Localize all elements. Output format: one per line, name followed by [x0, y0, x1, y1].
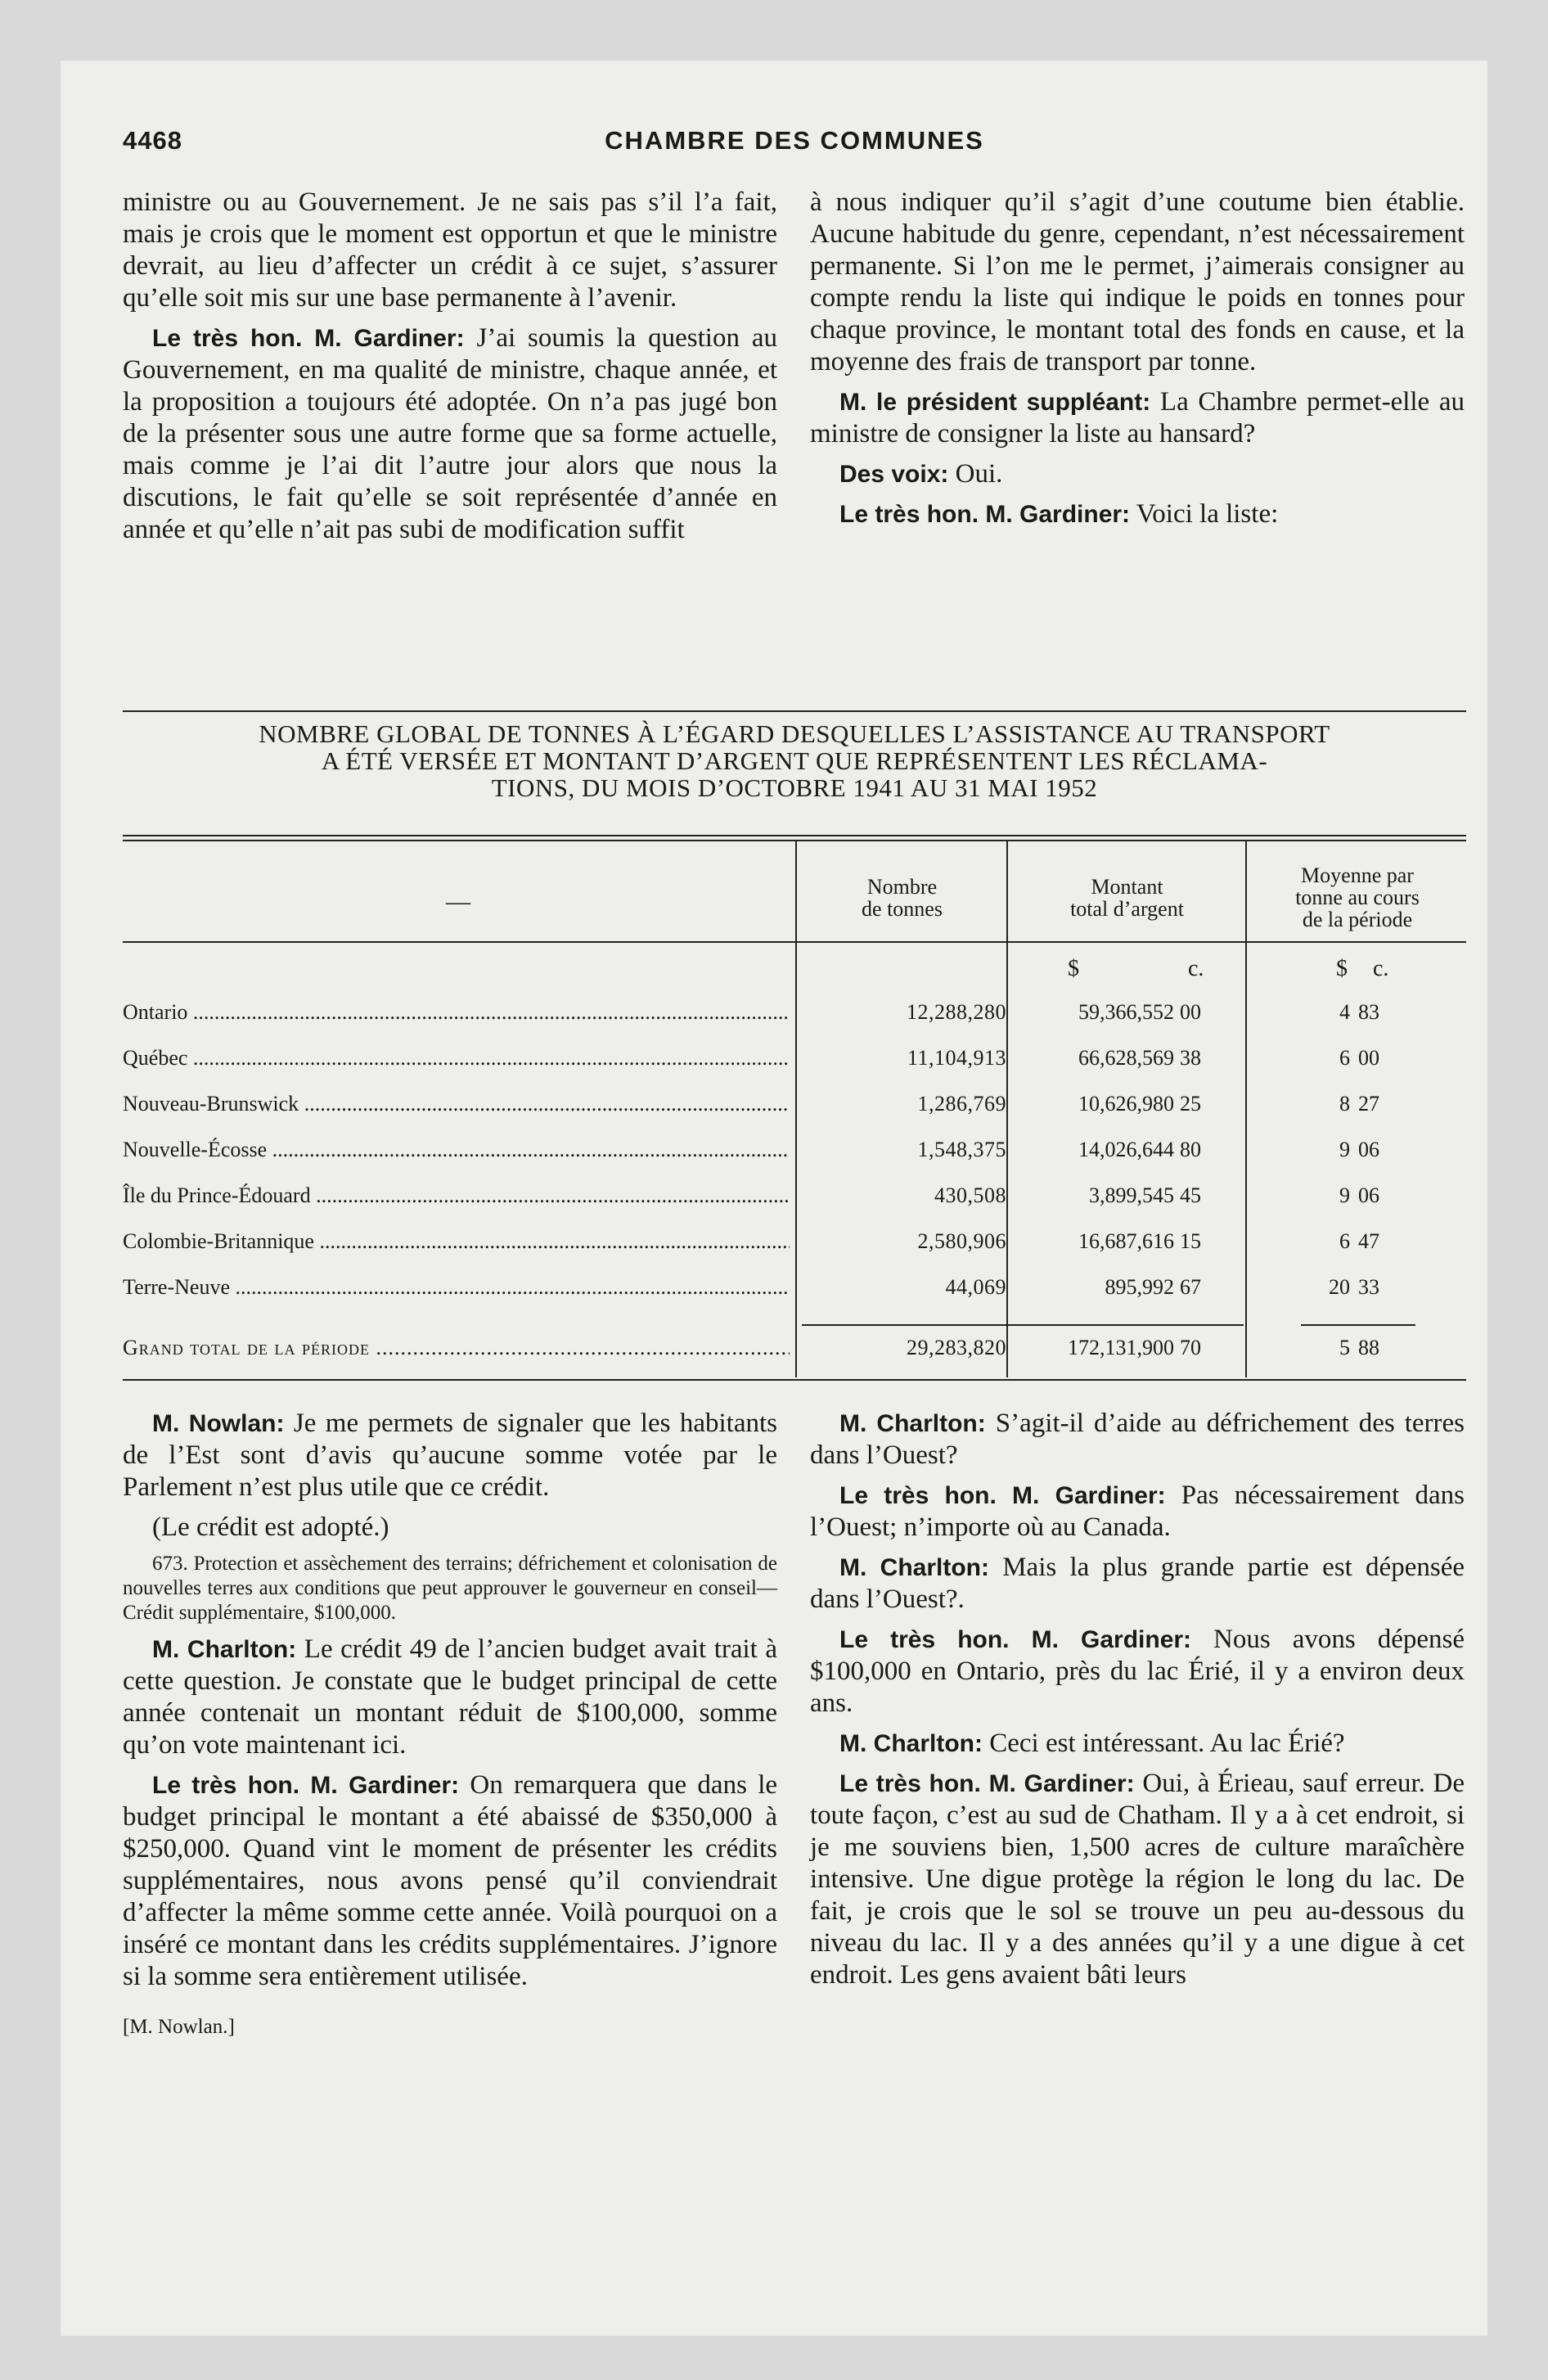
speech-text: Oui, à Érieau, sauf erreur. De toute façon, c’est au sud de Chatham. Il y a à cet endroit, si je me souviens bien, 1,500 acres de culture maraîchère intensive. Une digue protège la région le long du lac. De fait, je crois que le sol se trouve un peu au-dessous du niveau du lac. Il y a des années qu’il y a une digue à cet endroit. Les gens avaient bâti leurs — [810, 1769, 1465, 1990]
cell-avg-cents: 33 — [1358, 1275, 1379, 1299]
cell-avg-dollars: 20 — [1329, 1275, 1350, 1299]
province-label: Ontario ..... — [123, 1000, 790, 1025]
cell-avg-cents: 83 — [1358, 1000, 1379, 1024]
speech-text: S’agit-il d’aide au défrichement des terres dans l’Ouest? — [810, 1409, 1465, 1470]
data-table — [123, 835, 1466, 1383]
speaker-name: M. Charlton: — [152, 1636, 297, 1663]
col-header-tonnes — [802, 876, 1002, 920]
province-label: Nouveau-Brunswick ..... — [123, 1092, 790, 1116]
cell-tonnes: 11,104,913 — [907, 1046, 1006, 1070]
page-title: CHAMBRE DES COMMUNES — [605, 126, 984, 155]
cell-avg-dollars: 9 — [1339, 1138, 1350, 1161]
cell-cents: 70 — [1180, 1336, 1201, 1359]
column-bottom-right — [810, 1408, 1465, 1999]
province-label: Île du Prince-Édouard ..... — [123, 1183, 790, 1208]
cell-avg-dollars: 4 — [1339, 1000, 1350, 1024]
cell-avg-dollars: 5 — [1339, 1336, 1350, 1359]
cell-cents: 67 — [1180, 1275, 1201, 1299]
paragraph — [810, 386, 1465, 450]
cell-tonnes: 1,548,375 — [917, 1138, 1006, 1161]
cell-dollars: 172,131,900 — [1068, 1336, 1174, 1359]
unit-cents: c. — [1188, 956, 1204, 981]
cell-avg-cents: 88 — [1358, 1336, 1379, 1359]
speaker-name: Le très hon. M. Gardiner: — [839, 1626, 1192, 1653]
cell-avg-dollars: 6 — [1339, 1046, 1350, 1070]
speech-text: Le crédit 49 de l’ancien budget avait trait à cette question. Je constate que le budget principal de cette année contenait un montant réduit de $100,000, somme qu’on vote maintenant ici. — [123, 1634, 778, 1760]
header-line: Montant — [1091, 875, 1163, 899]
cell-avg-cents: 27 — [1358, 1092, 1379, 1116]
speech-text: Oui. — [955, 459, 1003, 489]
cell-tonnes: 29,283,820 — [907, 1336, 1006, 1359]
paragraph — [123, 1408, 777, 1503]
cell-dollars: 895,992 — [1105, 1275, 1174, 1299]
unit-dollars: $ — [1336, 956, 1348, 981]
sum-rule — [1301, 1324, 1415, 1326]
speech-text: Nous avons dépensé $100,000 en Ontario, près du lac Érié, il y a environ deux ans. — [810, 1625, 1465, 1718]
cell-avg-dollars: 8 — [1339, 1092, 1350, 1116]
cell-tonnes: 12,288,280 — [907, 1000, 1006, 1024]
table-title-line: A ÉTÉ VERSÉE ET MONTANT D’ARGENT QUE REPRÉSENTENT LES RÉCLAMA- — [321, 746, 1268, 775]
table-row — [123, 1275, 1466, 1319]
table-row — [123, 1046, 1466, 1090]
speaker-name: Le très hon. M. Gardiner: — [152, 325, 465, 352]
province-label: Terre-Neuve ..... — [123, 1275, 790, 1300]
speaker-name: Le très hon. M. Gardiner: — [839, 1482, 1166, 1509]
speech-text: Pas nécessairement dans l’Ouest; n’importe où au Canada. — [810, 1481, 1465, 1542]
paragraph — [810, 1768, 1465, 1991]
speech-text: Voici la liste: — [1136, 499, 1279, 529]
speaker-signature: [M. Nowlan.] — [123, 2016, 235, 2038]
table-top-rule — [123, 840, 1466, 841]
header-line: tonne au cours — [1295, 886, 1420, 909]
stub-header: — — [446, 888, 470, 915]
cell-cents: 25 — [1180, 1092, 1201, 1116]
paragraph — [123, 1634, 777, 1761]
speech-text: J’ai soumis la question au Gouvernement, en ma qualité de ministre, chaque année, et la proposition a toujours été adoptée. On n’a pas jugé bon de la présenter sous une autre forme que sa forme actuelle, mais comme je l’ai dit l’autre jour alors que nous la discutions, le fait qu’elle se soit représentée d’année en année et qu’elle n’ait pas subi de modification suffit — [123, 323, 777, 544]
table-title-line: TIONS, DU MOIS D’OCTOBRE 1941 AU 31 MAI 1952 — [491, 773, 1098, 802]
paragraph — [810, 498, 1465, 530]
motion-number: 673. — [152, 1553, 188, 1575]
speech-text: La Chambre permet-elle au ministre de consigner la liste au hansard? — [810, 387, 1465, 449]
sum-rule — [802, 1324, 1244, 1326]
paragraph — [123, 1769, 777, 1993]
paragraph: à nous indiquer qu’il s’agit d’une coutume bien établie. Aucune habitude du genre, cependant, n’est nécessairement permanente. Si l’on me le permet, j’aimerais consigner au compte rendu la liste qui indique le poids en tonnes pour chaque province, le montant total des fonds en cause, et la moyenne des frais de transport par tonne. — [810, 187, 1465, 376]
cell-dollars: 14,026,644 — [1078, 1138, 1174, 1161]
cell-avg-cents: 00 — [1358, 1046, 1379, 1070]
cell-dollars: 3,899,545 — [1089, 1183, 1174, 1207]
page-header — [123, 121, 1466, 162]
speaker-name: M. Charlton: — [839, 1410, 986, 1437]
cell-cents: 15 — [1180, 1229, 1201, 1253]
cell-avg-dollars: 6 — [1339, 1229, 1350, 1253]
speaker-name: M. Charlton: — [839, 1554, 989, 1581]
paragraph — [810, 458, 1465, 490]
speech-text: Mais la plus grande partie est dépensée dans l’Ouest?. — [810, 1553, 1465, 1614]
total-label: Grand total de la période ..... — [123, 1336, 790, 1360]
table-row — [123, 1183, 1466, 1228]
table-title — [123, 720, 1466, 801]
cell-cents: 45 — [1180, 1183, 1201, 1207]
header-line: Moyenne par — [1301, 863, 1414, 887]
cell-tonnes: 1,286,769 — [917, 1092, 1006, 1116]
motion-item — [123, 1552, 777, 1625]
speaker-name: M. Charlton: — [839, 1730, 983, 1757]
header-rule — [123, 941, 1466, 943]
header-line: Nombre — [866, 875, 938, 899]
paragraph: ministre ou au Gouvernement. Je ne sais pas s’il l’a fait, mais je crois que le moment est opportun et que le ministre devrait, au lieu d’affecter un crédit à ce sujet, s’assurer qu’elle soit mis sur une base permanente à l’avenir. — [123, 187, 777, 313]
paragraph — [123, 322, 777, 546]
cell-dollars: 66,628,569 — [1078, 1046, 1174, 1070]
cell-tonnes: 430,508 — [934, 1183, 1006, 1207]
speaker-name: M. le président suppléant: — [839, 389, 1151, 416]
column-top-left — [123, 187, 777, 554]
paragraph — [810, 1728, 1465, 1760]
paragraph — [810, 1480, 1465, 1544]
table-row — [123, 1229, 1466, 1273]
cell-avg-cents: 06 — [1358, 1138, 1379, 1161]
province-label: Colombie-Britannique ..... — [123, 1229, 790, 1254]
unit-dollars: $ — [1068, 956, 1079, 981]
speaker-name: Des voix: — [839, 461, 949, 488]
cell-tonnes: 2,580,906 — [917, 1229, 1006, 1253]
header-line: de la période — [1302, 908, 1413, 931]
province-label: Nouvelle-Écosse ..... — [123, 1138, 790, 1162]
table-bottom-rule — [123, 1379, 1466, 1381]
page-number: 4468 — [123, 126, 182, 155]
col-header-montant — [1010, 876, 1244, 920]
cell-dollars: 16,687,616 — [1078, 1229, 1174, 1253]
header-line: total d’argent — [1070, 897, 1184, 921]
cell-cents: 80 — [1180, 1138, 1201, 1161]
table-row — [123, 1092, 1466, 1136]
paragraph: (Le crédit est adopté.) — [152, 1512, 389, 1542]
col-header-moyenne — [1250, 864, 1465, 931]
table-total-row — [123, 1336, 1466, 1380]
cell-cents: 38 — [1180, 1046, 1201, 1070]
cell-cents: 00 — [1180, 1000, 1201, 1024]
speaker-name: Le très hon. M. Gardiner: — [839, 1770, 1135, 1797]
paragraph — [810, 1552, 1465, 1616]
table-row — [123, 1138, 1466, 1182]
speaker-name: Le très hon. M. Gardiner: — [839, 501, 1131, 528]
speaker-name: M. Nowlan: — [152, 1410, 285, 1437]
cell-dollars: 59,366,552 — [1078, 1000, 1174, 1024]
cell-dollars: 10,626,980 — [1078, 1092, 1174, 1116]
column-bottom-left — [123, 1408, 777, 2051]
header-line: de tonnes — [862, 897, 943, 921]
province-label: Québec ..... — [123, 1046, 790, 1071]
table-title-line: NOMBRE GLOBAL DE TONNES À L’ÉGARD DESQUELLES L’ASSISTANCE AU TRANSPORT — [259, 719, 1330, 748]
cell-avg-cents: 06 — [1358, 1183, 1379, 1207]
speaker-name: Le très hon. M. Gardiner: — [152, 1772, 460, 1799]
table-top-rule — [123, 835, 1466, 836]
cell-avg-cents: 47 — [1358, 1229, 1379, 1253]
column-top-right — [810, 187, 1465, 539]
speech-text: Ceci est intéressant. Au lac Érié? — [989, 1729, 1345, 1758]
motion-text: Protection et assèchement des terrains; défrichement et colonisation de nouvelles terres aux conditions que peut approuver le gouverneur en conseil—Crédit supplémentaire, $100,000. — [123, 1553, 777, 1624]
divider-rule — [123, 710, 1466, 712]
unit-cents: c. — [1373, 956, 1389, 981]
paragraph — [810, 1408, 1465, 1472]
speech-text: Je me permets de signaler que les habitants de l’Est sont d’avis qu’aucune somme votée par le Parlement n’est plus utile que ce crédit. — [123, 1409, 778, 1502]
cell-avg-dollars: 9 — [1339, 1183, 1350, 1207]
speech-text: On remarquera que dans le budget principal le montant a été abaissé de $350,000 à $250,000. Quand vint le moment de présenter les crédits supplémentaires, nous avons pensé qu’il conviendrait d’affecter la même somme cette année. Voilà pourquoi on a inséré ce montant dans les crédits supplémentaires. J’ignore si la somme sera entièrement utilisée. — [123, 1770, 778, 1991]
cell-tonnes: 44,069 — [945, 1275, 1006, 1299]
table-row — [123, 1000, 1466, 1044]
paragraph — [810, 1624, 1465, 1720]
